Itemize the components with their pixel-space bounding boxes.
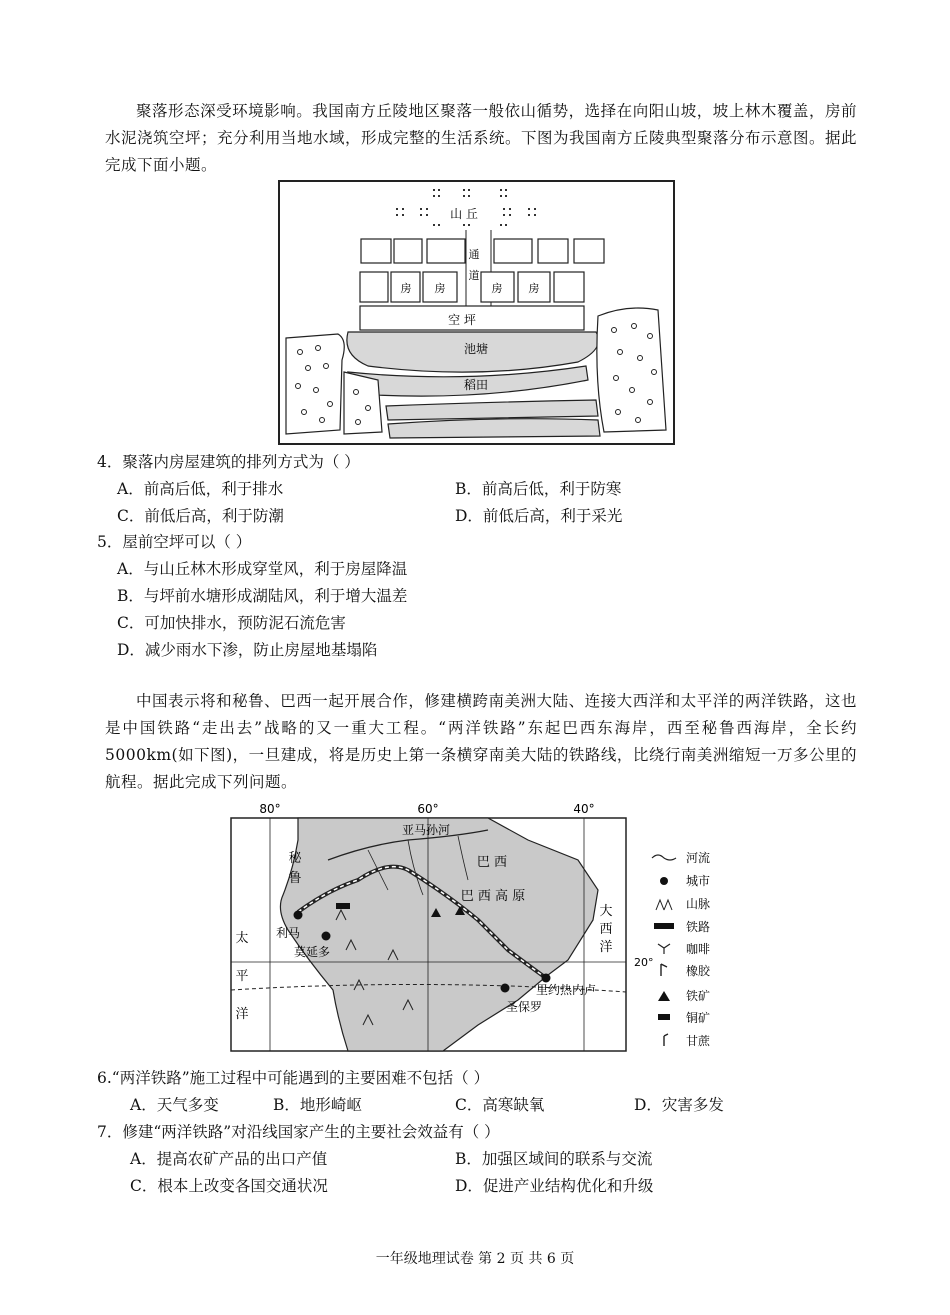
- plaza-label: 空 坪: [448, 313, 476, 327]
- q5-option-a[interactable]: A．与山丘林木形成穿堂风，利于房屋降温: [117, 560, 408, 578]
- legend-mountain: 山脉: [686, 897, 711, 911]
- q7-option-d[interactable]: D．促进产业结构优化和升级: [455, 1177, 654, 1195]
- question-6-stem: 6.“两洋铁路”施工过程中可能遇到的主要困难不包括（ ）: [97, 1069, 490, 1087]
- lima-city: [294, 911, 303, 920]
- peru-label-2: 鲁: [288, 871, 302, 886]
- south-america-railway-map: [228, 800, 728, 1055]
- passage-1: 聚落形态深受环境影响。我国南方丘陵地区聚落一般依山循势，选择在向阳山坡，坡上林木覆盖，房前水泥浇筑空坪；充分利用当地水域，形成完整的生活系统。下图为我国南方丘陵典型聚落分布示意图。据此完成下面小题。: [105, 102, 858, 174]
- peru-label-1: 秘: [288, 851, 302, 866]
- moyobamba-city: [322, 932, 331, 941]
- road-label-2: 道: [468, 269, 480, 282]
- lon-80-label: 80°: [259, 802, 281, 816]
- question-4-stem: 4．聚落内房屋建筑的排列方式为（ ）: [97, 453, 360, 471]
- q4-option-c[interactable]: C．前低后高，利于防潮: [117, 507, 284, 525]
- legend-railway: 铁路: [686, 920, 711, 934]
- q4-option-b[interactable]: B．前高后低，利于防寒: [455, 480, 622, 498]
- q6-option-b[interactable]: B．地形崎岖: [273, 1096, 362, 1114]
- lat-20-label: 20°: [634, 956, 654, 969]
- house-label-1: 房: [400, 282, 412, 295]
- moyobamba-label: 莫延多: [293, 945, 331, 959]
- pond-label: 池塘: [463, 342, 489, 356]
- lon-40-label: 40°: [573, 802, 595, 816]
- legend-coffee: 咖啡: [686, 942, 711, 956]
- amazon-label: 亚马孙河: [401, 823, 451, 837]
- map-legend: [652, 850, 711, 1048]
- saopaulo-label: 圣保罗: [505, 1000, 543, 1014]
- settlement-diagram: [278, 180, 675, 445]
- rio-city: [542, 974, 551, 983]
- question-7-stem: 7．修建“两洋铁路”对沿线国家产生的主要社会效益有（ ）: [97, 1123, 500, 1141]
- legend-copper: 铜矿: [686, 1011, 711, 1025]
- q4-option-a[interactable]: A．前高后低，利于排水: [117, 480, 284, 498]
- brazil-label: 巴 西: [476, 855, 508, 870]
- question-5-stem: 5．屋前空坪可以（ ）: [97, 533, 252, 551]
- legend-rubber: 橡胶: [686, 964, 711, 978]
- q7-option-a[interactable]: A．提高农矿产品的出口产值: [130, 1150, 328, 1168]
- atlantic-label-2: 西: [599, 922, 613, 937]
- saopaulo-city: [501, 984, 510, 993]
- legend-city: 城市: [686, 874, 711, 888]
- q7-option-c[interactable]: C．根本上改变各国交通状况: [130, 1177, 328, 1195]
- road-label-1: 通: [468, 248, 480, 261]
- hill-label: 山 丘: [450, 207, 478, 221]
- atlantic-label-1: 大: [599, 904, 613, 919]
- page-footer: 一年级地理试卷 第 2 页 共 6 页: [375, 1251, 575, 1267]
- atlantic-label-3: 洋: [599, 940, 613, 955]
- passage-2: 中国表示将和秘鲁、巴西一起开展合作，修建横跨南美洲大陆、连接大西洋和太平洋的两洋铁路，这也是中国铁路“走出去”战略的又一重大工程。“两洋铁路”东起巴西东海岸，西至秘鲁西海岸，全长约 5000km(如下图)，一旦建成，将是历史上第一条横穿南美大陆的铁路线，比绕行南美洲缩短一万多公里的航程。据此完成下列问题。: [105, 692, 857, 791]
- house-label-4: 房: [528, 282, 540, 295]
- legend-sugarcane: 甘蔗: [686, 1034, 711, 1048]
- q7-option-b[interactable]: B．加强区域间的联系与交流: [455, 1150, 653, 1168]
- pacific-label-3: 洋: [235, 1007, 249, 1022]
- pacific-label-1: 太: [235, 931, 249, 946]
- q5-option-d[interactable]: D．减少雨水下渗，防止房屋地基塌陷: [117, 641, 378, 659]
- legend-iron: 铁矿: [686, 989, 711, 1003]
- lon-60-label: 60°: [417, 802, 439, 816]
- house-label-3: 房: [491, 282, 503, 295]
- q4-option-d[interactable]: D．前低后高，利于采光: [455, 507, 623, 525]
- q6-option-d[interactable]: D．灾害多发: [634, 1096, 724, 1114]
- pacific-label-2: 平: [235, 969, 249, 984]
- q5-option-c[interactable]: C．可加快排水，预防泥石流危害: [117, 614, 346, 632]
- rio-label: 里约热内卢: [535, 983, 597, 997]
- q5-option-b[interactable]: B．与坪前水塘形成湖陆风，利于增大温差: [117, 587, 408, 605]
- q6-option-a[interactable]: A．天气多变: [130, 1096, 219, 1114]
- legend-river: 河流: [686, 851, 711, 865]
- field-label: 稻田: [463, 378, 489, 392]
- lima-label: 利马: [275, 926, 301, 940]
- q6-option-c[interactable]: C．高寒缺氧: [455, 1096, 545, 1114]
- plateau-label: 巴 西 高 原: [460, 889, 526, 904]
- house-label-2: 房: [434, 282, 446, 295]
